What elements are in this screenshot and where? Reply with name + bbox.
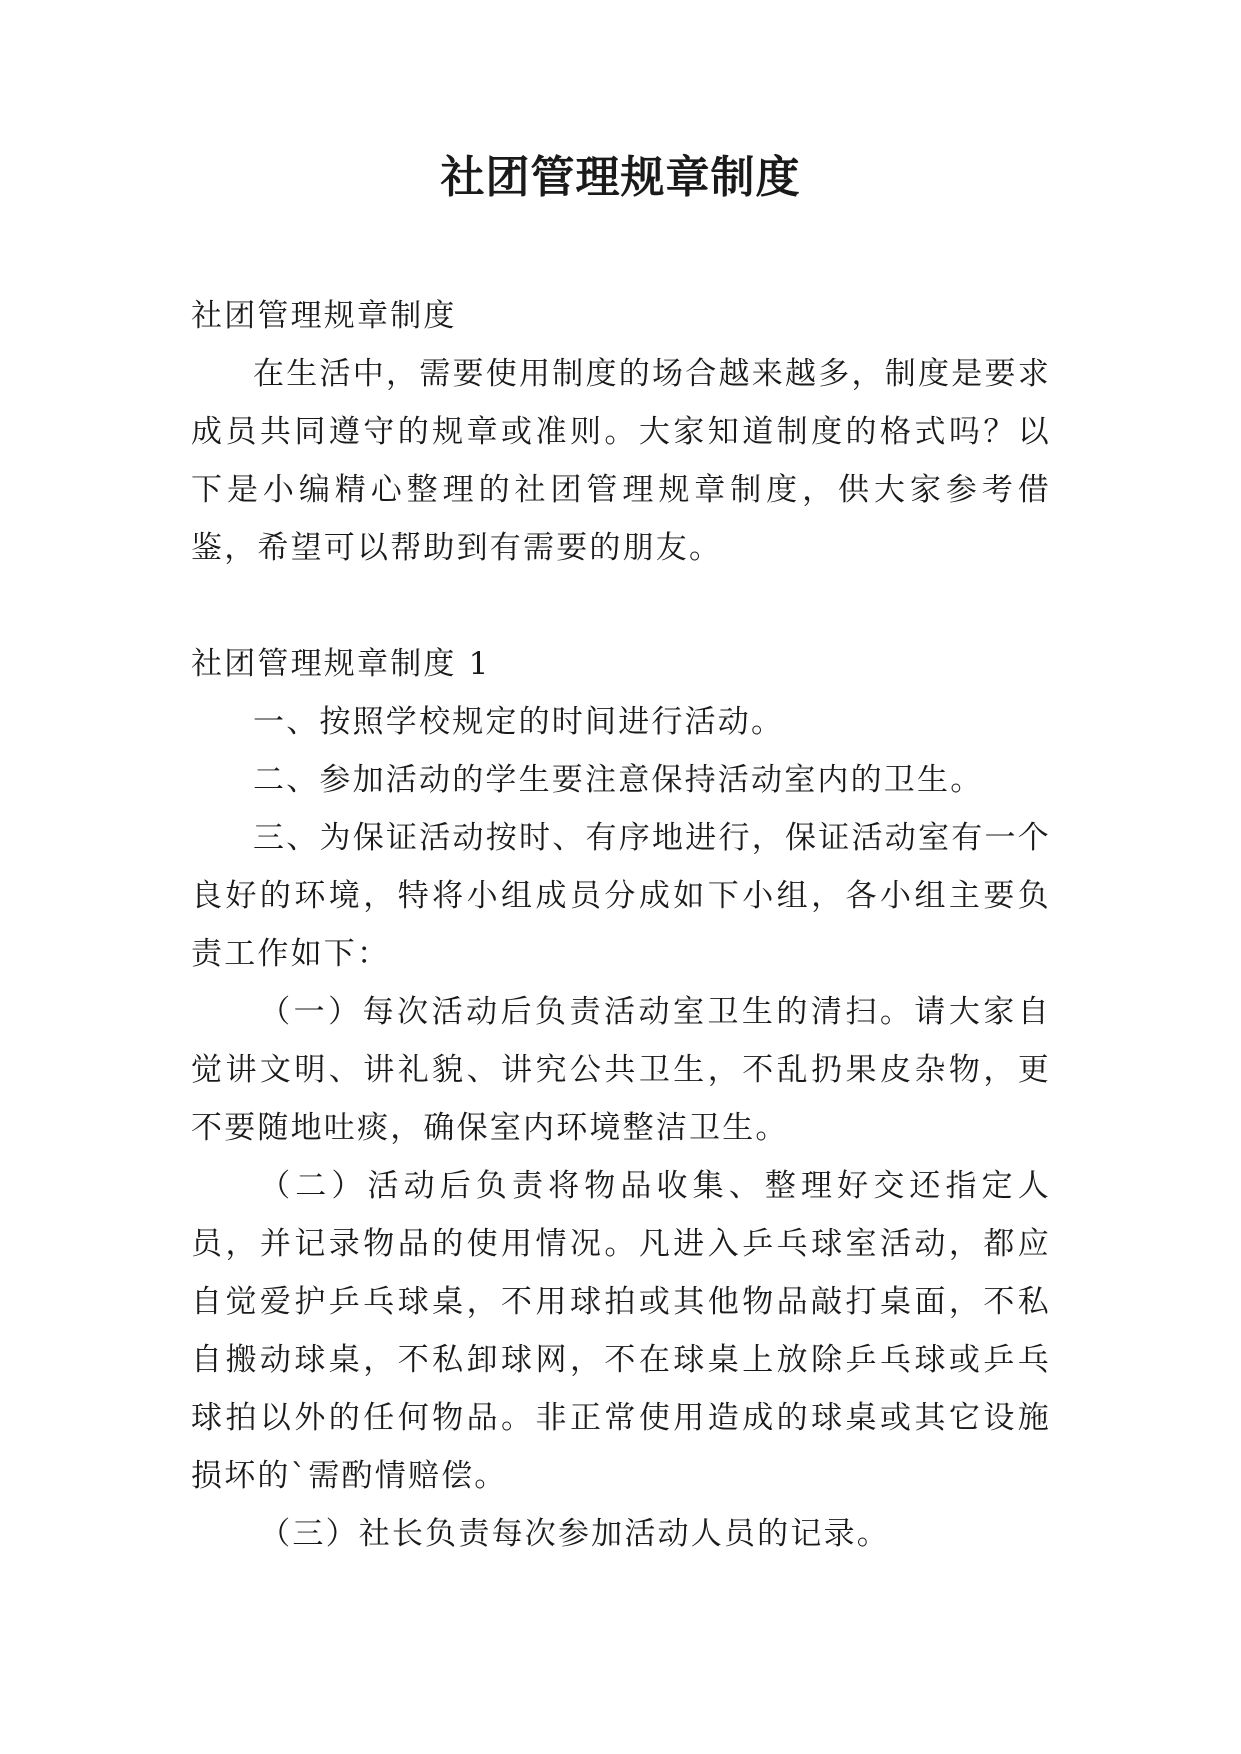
document-body xyxy=(191,287,1051,1563)
intro-paragraph: 在生活中，需要使用制度的场合越来越多，制度是要求成员共同遵守的规章或准则。大家知道制度的格式吗？以下是小编精心整理的社团管理规章制度，供大家参考借鉴，希望可以帮助到有需要的朋友。 xyxy=(191,356,1051,566)
sub-item-2: （二）活动后负责将物品收集、整理好交还指定人员，并记录物品的使用情况。凡进入乒乓球室活动，都应自觉爱护乒乓球桌，不用球拍或其他物品敲打桌面，不私自搬动球桌，不私卸球网，不在球桌上放除乒乓球或乒乓球拍以外的任何物品。非正常使用造成的球桌或其它设施损坏的`需酌情赔偿。 xyxy=(191,1168,1051,1494)
sub-item-3: （三）社长负责每次参加活动人员的记录。 xyxy=(259,1516,890,1552)
document-title: 社团管理规章制度 xyxy=(440,152,801,203)
rule-item-3: 三、为保证活动按时、有序地进行，保证活动室有一个良好的环境，特将小组成员分成如下小组，各小组主要负责工作如下： xyxy=(191,820,1051,972)
document-subtitle: 社团管理规章制度 xyxy=(191,298,457,334)
paragraph-spacer xyxy=(191,577,1051,635)
rule-item-1: 一、按照学校规定的时间进行活动。 xyxy=(253,704,785,740)
rule-item-2: 二、参加活动的学生要注意保持活动室内的卫生。 xyxy=(253,762,984,798)
sub-item-1: （一）每次活动后负责活动室卫生的清扫。请大家自觉讲文明、讲礼貌、讲究公共卫生，不乱扔果皮杂物，更不要随地吐痰，确保室内环境整洁卫生。 xyxy=(191,994,1051,1146)
section-heading: 社团管理规章制度 1 xyxy=(191,646,491,682)
